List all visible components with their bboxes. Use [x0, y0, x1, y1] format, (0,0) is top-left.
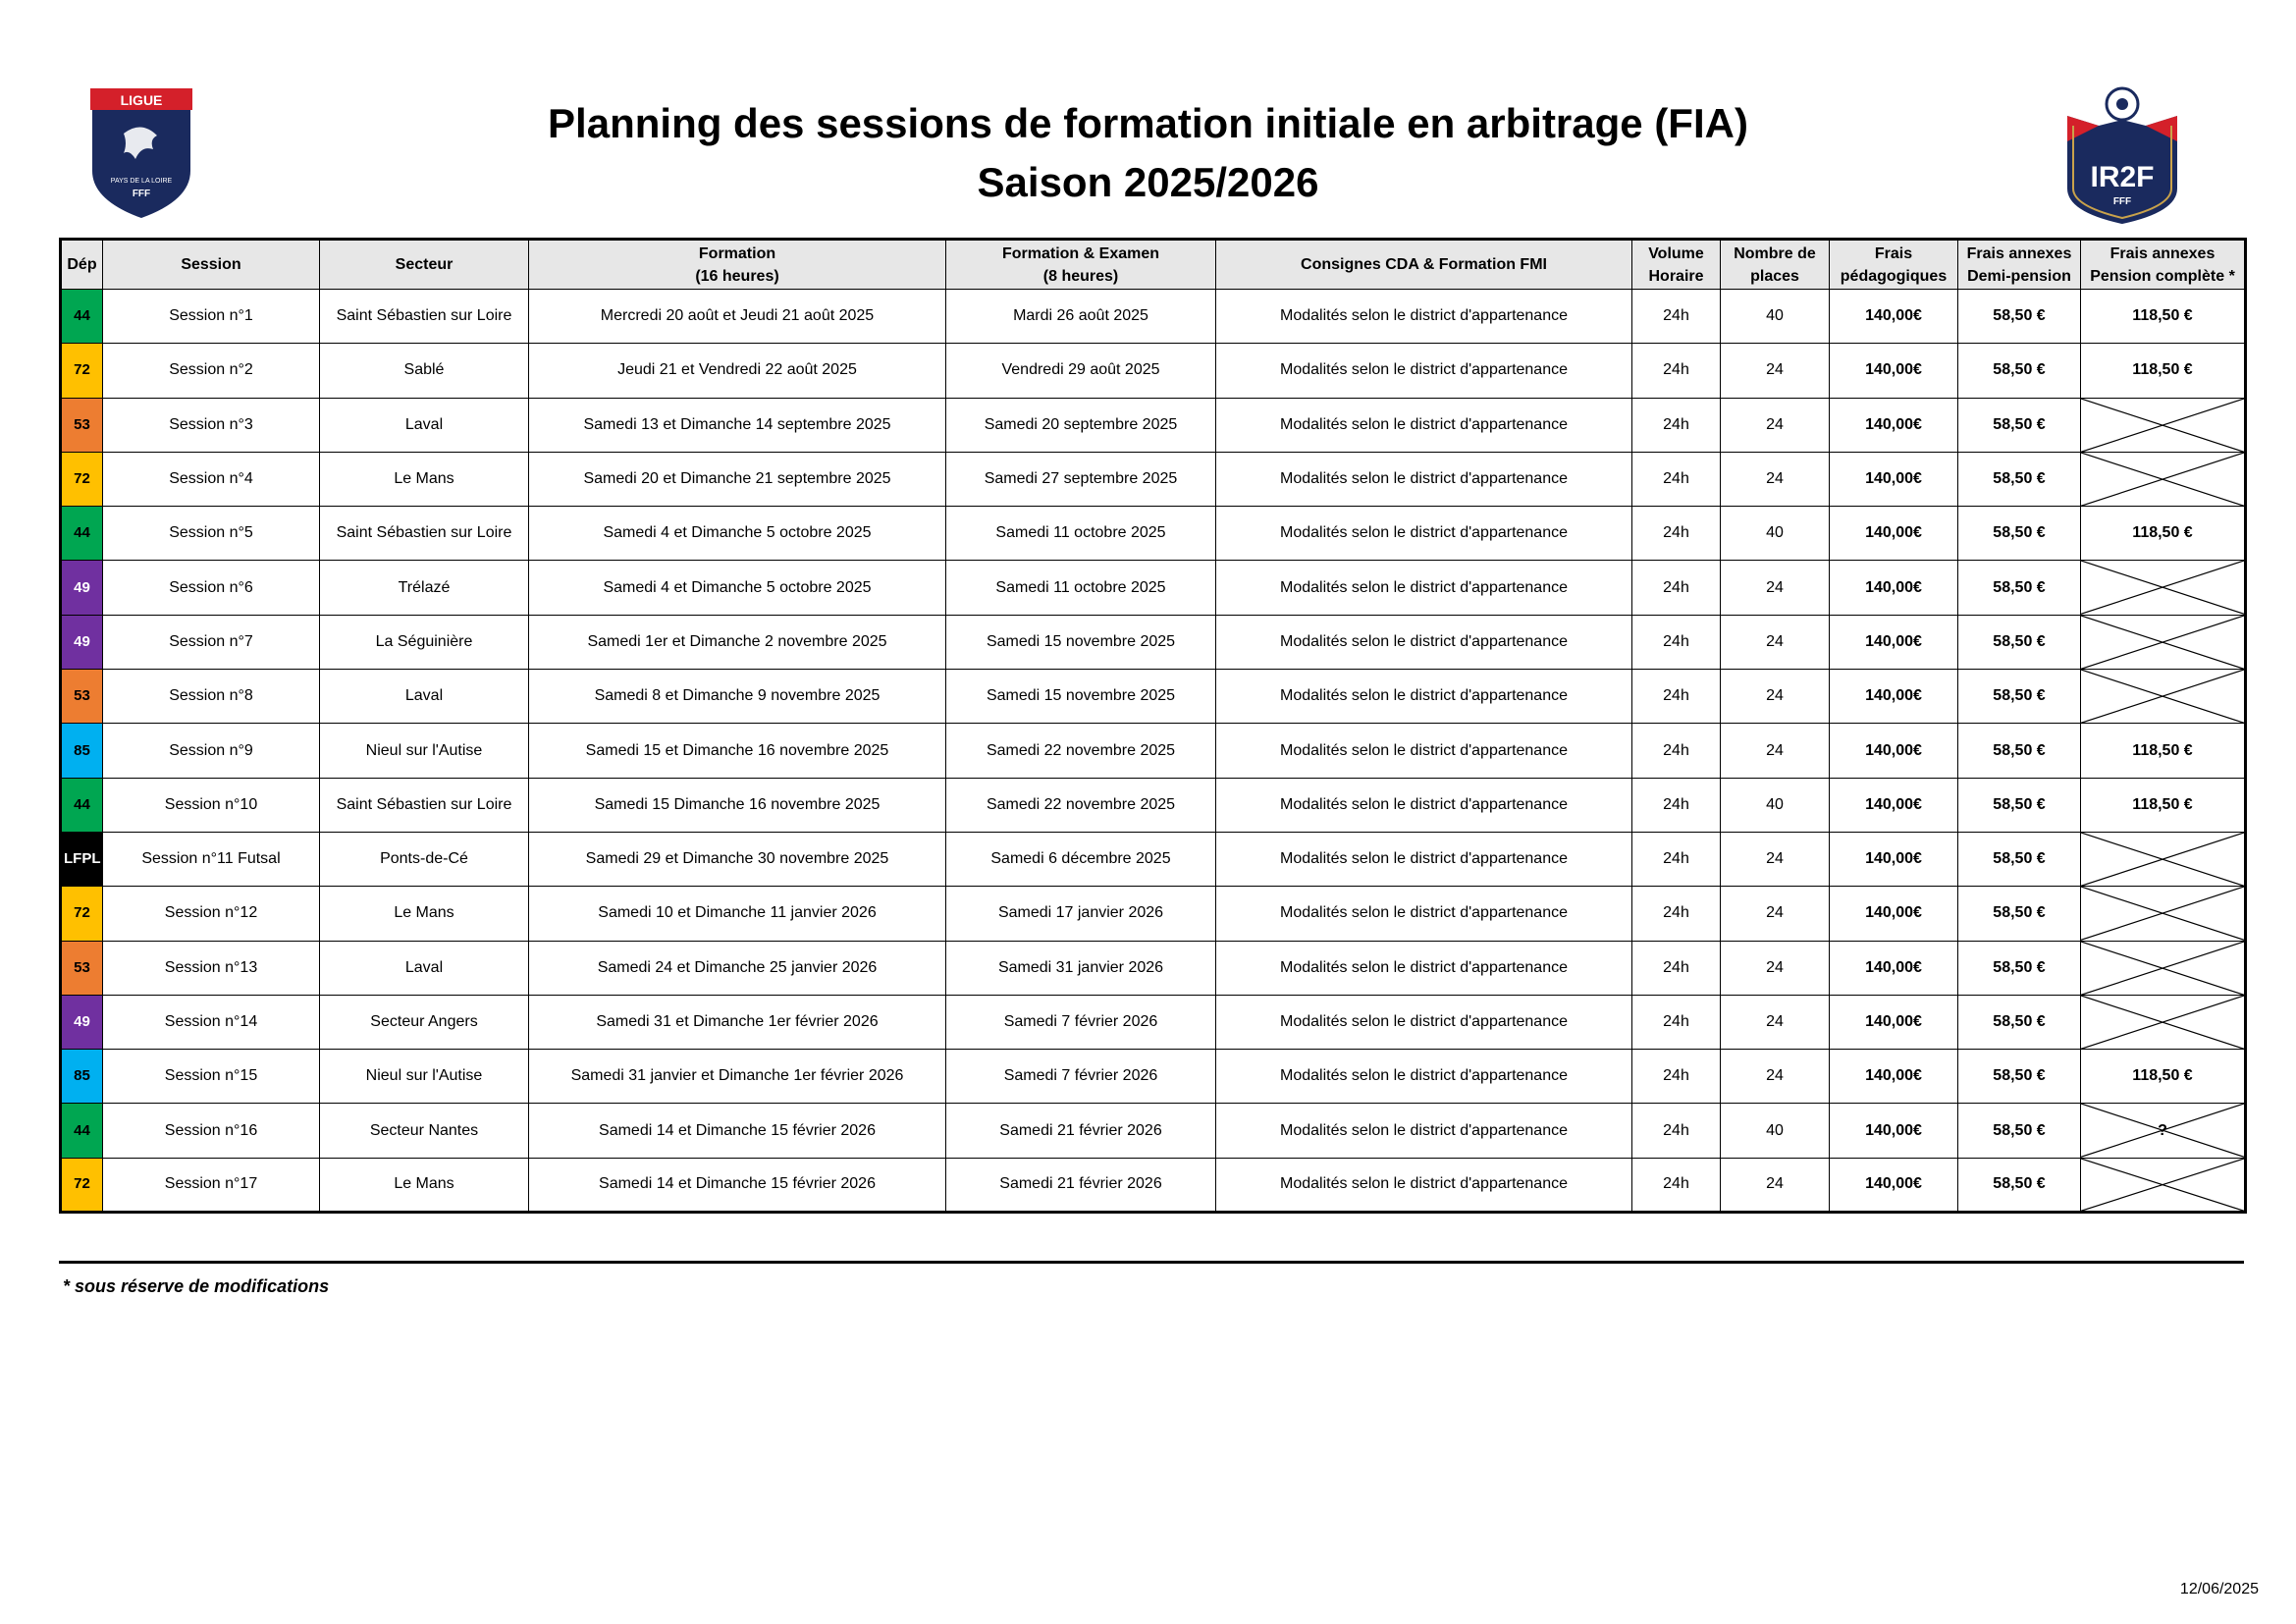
- cell-volume: 24h: [1632, 561, 1721, 615]
- cell-dep: 44: [61, 507, 103, 561]
- cell-session: Session n°5: [103, 507, 320, 561]
- ir2f-logo: [2059, 82, 2185, 226]
- cell-frais-pedagogiques: 140,00€: [1830, 670, 1958, 724]
- cell-formation: Jeudi 21 et Vendredi 22 août 2025: [529, 344, 946, 398]
- cell-formation: Samedi 4 et Dimanche 5 octobre 2025: [529, 561, 946, 615]
- cell-session: Session n°7: [103, 615, 320, 669]
- cell-frais-pedagogiques: 140,00€: [1830, 561, 1958, 615]
- cell-formation: Samedi 20 et Dimanche 21 septembre 2025: [529, 452, 946, 506]
- cell-demi-pension: 58,50 €: [1958, 778, 2081, 832]
- table-header-row: [61, 240, 2246, 290]
- cell-secteur: Le Mans: [320, 887, 529, 941]
- ligue-logo-text: PAYS DE LA LOIRE: [110, 178, 173, 185]
- cell-volume: 24h: [1632, 995, 1721, 1049]
- cell-frais-pedagogiques: 140,00€: [1830, 1104, 1958, 1158]
- cell-formation: Samedi 10 et Dimanche 11 janvier 2026: [529, 887, 946, 941]
- cell-demi-pension: 58,50 €: [1958, 452, 2081, 506]
- cell-demi-pension: 58,50 €: [1958, 507, 2081, 561]
- cell-demi-pension: 58,50 €: [1958, 670, 2081, 724]
- cell-places: 24: [1721, 344, 1830, 398]
- cell-consignes: Modalités selon le district d'appartenance: [1216, 887, 1632, 941]
- cell-formation: Samedi 31 et Dimanche 1er février 2026: [529, 995, 946, 1049]
- cell-secteur: Saint Sébastien sur Loire: [320, 507, 529, 561]
- cell-formation: Samedi 15 Dimanche 16 novembre 2025: [529, 778, 946, 832]
- table-row: [61, 398, 2246, 452]
- cell-secteur: La Séguinière: [320, 615, 529, 669]
- cell-dep: 44: [61, 778, 103, 832]
- table-row: [61, 995, 2246, 1049]
- cell-demi-pension: 58,50 €: [1958, 1050, 2081, 1104]
- cell-volume: 24h: [1632, 1050, 1721, 1104]
- cell-volume: 24h: [1632, 1158, 1721, 1212]
- table-row: [61, 561, 2246, 615]
- cell-session: Session n°12: [103, 887, 320, 941]
- cell-volume: 24h: [1632, 724, 1721, 778]
- header-examen: Formation & Examen (8 heures): [946, 240, 1216, 290]
- cell-consignes: Modalités selon le district d'appartenance: [1216, 561, 1632, 615]
- cell-formation: Samedi 8 et Dimanche 9 novembre 2025: [529, 670, 946, 724]
- cell-session: Session n°3: [103, 398, 320, 452]
- cell-consignes: Modalités selon le district d'appartenance: [1216, 941, 1632, 995]
- table-row: [61, 1050, 2246, 1104]
- cell-places: 40: [1721, 290, 1830, 344]
- header-dep: Dép: [61, 240, 103, 290]
- cell-examen: Samedi 21 février 2026: [946, 1104, 1216, 1158]
- cell-session: Session n°13: [103, 941, 320, 995]
- cell-examen: Samedi 22 novembre 2025: [946, 724, 1216, 778]
- table-row: [61, 344, 2246, 398]
- cell-volume: 24h: [1632, 344, 1721, 398]
- cell-secteur: Sablé: [320, 344, 529, 398]
- cell-session: Session n°8: [103, 670, 320, 724]
- cell-pension-complete: 118,50 €: [2081, 724, 2246, 778]
- table-row: [61, 941, 2246, 995]
- cell-pension-complete: [2081, 670, 2246, 724]
- ligue-logo-banner: LIGUE: [120, 92, 163, 108]
- cell-demi-pension: 58,50 €: [1958, 290, 2081, 344]
- header-formation: Formation (16 heures): [529, 240, 946, 290]
- cell-dep: 53: [61, 670, 103, 724]
- cell-session: Session n°1: [103, 290, 320, 344]
- cell-pension-complete: 118,50 €: [2081, 344, 2246, 398]
- cell-consignes: Modalités selon le district d'appartenance: [1216, 995, 1632, 1049]
- cell-session: Session n°2: [103, 344, 320, 398]
- cell-demi-pension: 58,50 €: [1958, 1158, 2081, 1212]
- sessions-table: [59, 238, 2247, 1214]
- cell-examen: Samedi 27 septembre 2025: [946, 452, 1216, 506]
- ir2f-logo-sub: FFF: [2112, 196, 2132, 207]
- cell-consignes: Modalités selon le district d'appartenance: [1216, 452, 1632, 506]
- cell-consignes: Modalités selon le district d'appartenance: [1216, 398, 1632, 452]
- cell-places: 24: [1721, 1158, 1830, 1212]
- table-row: [61, 778, 2246, 832]
- page-title: Planning des sessions de formation initiale en arbitrage (FIA): [548, 100, 1748, 146]
- cell-pension-complete: 118,50 €: [2081, 1050, 2246, 1104]
- page-subtitle: Saison 2025/2026: [977, 159, 1319, 205]
- cell-formation: Samedi 29 et Dimanche 30 novembre 2025: [529, 832, 946, 886]
- cell-dep: 85: [61, 1050, 103, 1104]
- cell-pension-complete: [2081, 1104, 2246, 1158]
- cell-frais-pedagogiques: 140,00€: [1830, 452, 1958, 506]
- cell-examen: Samedi 15 novembre 2025: [946, 670, 1216, 724]
- cell-volume: 24h: [1632, 507, 1721, 561]
- cell-secteur: Ponts-de-Cé: [320, 832, 529, 886]
- cell-frais-pedagogiques: 140,00€: [1830, 344, 1958, 398]
- cell-places: 40: [1721, 1104, 1830, 1158]
- cell-frais-pedagogiques: 140,00€: [1830, 724, 1958, 778]
- cell-places: 24: [1721, 561, 1830, 615]
- cell-session: Session n°15: [103, 1050, 320, 1104]
- cell-demi-pension: 58,50 €: [1958, 941, 2081, 995]
- cell-secteur: Saint Sébastien sur Loire: [320, 290, 529, 344]
- cell-places: 24: [1721, 452, 1830, 506]
- cell-volume: 24h: [1632, 452, 1721, 506]
- cell-places: 24: [1721, 615, 1830, 669]
- cell-pension-complete: [2081, 1158, 2246, 1212]
- table-row: [61, 887, 2246, 941]
- cell-frais-pedagogiques: 140,00€: [1830, 778, 1958, 832]
- cell-volume: 24h: [1632, 832, 1721, 886]
- cell-dep: 49: [61, 995, 103, 1049]
- cell-examen: Samedi 15 novembre 2025: [946, 615, 1216, 669]
- cell-volume: 24h: [1632, 290, 1721, 344]
- cell-pension-complete: [2081, 561, 2246, 615]
- cell-formation: Samedi 24 et Dimanche 25 janvier 2026: [529, 941, 946, 995]
- cell-volume: 24h: [1632, 1104, 1721, 1158]
- cell-formation: Samedi 14 et Dimanche 15 février 2026: [529, 1158, 946, 1212]
- cell-session: Session n°6: [103, 561, 320, 615]
- cell-dep: 72: [61, 887, 103, 941]
- cell-formation: Samedi 1er et Dimanche 2 novembre 2025: [529, 615, 946, 669]
- cell-demi-pension: 58,50 €: [1958, 561, 2081, 615]
- cell-demi-pension: 58,50 €: [1958, 887, 2081, 941]
- cell-session: Session n°4: [103, 452, 320, 506]
- cell-frais-pedagogiques: 140,00€: [1830, 941, 1958, 995]
- cell-demi-pension: 58,50 €: [1958, 1104, 2081, 1158]
- cell-dep: 72: [61, 1158, 103, 1212]
- cell-examen: Samedi 11 octobre 2025: [946, 561, 1216, 615]
- cell-volume: 24h: [1632, 398, 1721, 452]
- header-consignes: Consignes CDA & Formation FMI: [1216, 240, 1632, 290]
- cell-places: 40: [1721, 507, 1830, 561]
- footnote: * sous réserve de modifications: [63, 1276, 330, 1296]
- cell-frais-pedagogiques: 140,00€: [1830, 832, 1958, 886]
- cell-frais-pedagogiques: 140,00€: [1830, 1050, 1958, 1104]
- header-pension-complete: Frais annexes Pension complète *: [2081, 240, 2246, 290]
- cell-volume: 24h: [1632, 887, 1721, 941]
- cell-pension-complete: [2081, 615, 2246, 669]
- cell-examen: Samedi 17 janvier 2026: [946, 887, 1216, 941]
- table-row: [61, 1158, 2246, 1212]
- cell-dep: 85: [61, 724, 103, 778]
- cell-places: 24: [1721, 398, 1830, 452]
- cell-frais-pedagogiques: 140,00€: [1830, 887, 1958, 941]
- cell-dep: 53: [61, 941, 103, 995]
- table-row: [61, 724, 2246, 778]
- cell-pension-complete: 118,50 €: [2081, 290, 2246, 344]
- cell-secteur: Laval: [320, 398, 529, 452]
- cell-volume: 24h: [1632, 670, 1721, 724]
- cell-examen: Samedi 22 novembre 2025: [946, 778, 1216, 832]
- cell-dep: 49: [61, 561, 103, 615]
- table-row: [61, 290, 2246, 344]
- table-row: [61, 670, 2246, 724]
- ligue-logo-sub: FFF: [132, 189, 151, 199]
- cell-pension-complete: [2081, 995, 2246, 1049]
- cell-consignes: Modalités selon le district d'appartenance: [1216, 344, 1632, 398]
- cell-examen: Samedi 11 octobre 2025: [946, 507, 1216, 561]
- cell-secteur: Secteur Angers: [320, 995, 529, 1049]
- cell-pension-value: ?: [2158, 1121, 2167, 1139]
- header-frais: Frais pédagogiques: [1830, 240, 1958, 290]
- cell-session: Session n°10: [103, 778, 320, 832]
- cell-formation: Samedi 15 et Dimanche 16 novembre 2025: [529, 724, 946, 778]
- cell-consignes: Modalités selon le district d'appartenance: [1216, 778, 1632, 832]
- cell-volume: 24h: [1632, 941, 1721, 995]
- cell-secteur: Le Mans: [320, 1158, 529, 1212]
- header-places: Nombre de places: [1721, 240, 1830, 290]
- cell-frais-pedagogiques: 140,00€: [1830, 615, 1958, 669]
- cell-pension-complete: [2081, 887, 2246, 941]
- cell-places: 24: [1721, 832, 1830, 886]
- bottom-rule: [59, 1261, 2244, 1264]
- table-row: [61, 452, 2246, 506]
- cell-demi-pension: 58,50 €: [1958, 995, 2081, 1049]
- cell-places: 24: [1721, 941, 1830, 995]
- cell-consignes: Modalités selon le district d'appartenance: [1216, 832, 1632, 886]
- cell-places: 24: [1721, 995, 1830, 1049]
- cell-demi-pension: 58,50 €: [1958, 344, 2081, 398]
- cell-session: Session n°11 Futsal: [103, 832, 320, 886]
- cell-secteur: Trélazé: [320, 561, 529, 615]
- cell-frais-pedagogiques: 140,00€: [1830, 507, 1958, 561]
- header-secteur: Secteur: [320, 240, 529, 290]
- cell-formation: Mercredi 20 août et Jeudi 21 août 2025: [529, 290, 946, 344]
- cell-frais-pedagogiques: 140,00€: [1830, 290, 1958, 344]
- cell-examen: Samedi 7 février 2026: [946, 1050, 1216, 1104]
- cell-places: 24: [1721, 724, 1830, 778]
- cell-examen: Samedi 7 février 2026: [946, 995, 1216, 1049]
- cell-consignes: Modalités selon le district d'appartenance: [1216, 1158, 1632, 1212]
- cell-dep: 72: [61, 452, 103, 506]
- cell-volume: 24h: [1632, 778, 1721, 832]
- cell-examen: Samedi 21 février 2026: [946, 1158, 1216, 1212]
- cell-frais-pedagogiques: 140,00€: [1830, 398, 1958, 452]
- cell-secteur: Laval: [320, 670, 529, 724]
- cell-examen: Mardi 26 août 2025: [946, 290, 1216, 344]
- cell-session: Session n°9: [103, 724, 320, 778]
- cell-examen: Vendredi 29 août 2025: [946, 344, 1216, 398]
- cell-dep: 72: [61, 344, 103, 398]
- cell-pension-complete: 118,50 €: [2081, 778, 2246, 832]
- cell-consignes: Modalités selon le district d'appartenance: [1216, 670, 1632, 724]
- header-session: Session: [103, 240, 320, 290]
- cell-places: 40: [1721, 778, 1830, 832]
- cell-dep: 44: [61, 1104, 103, 1158]
- cell-examen: Samedi 31 janvier 2026: [946, 941, 1216, 995]
- table-row: [61, 615, 2246, 669]
- cell-consignes: Modalités selon le district d'appartenance: [1216, 615, 1632, 669]
- cell-pension-complete: [2081, 941, 2246, 995]
- cell-consignes: Modalités selon le district d'appartenance: [1216, 290, 1632, 344]
- cell-examen: Samedi 6 décembre 2025: [946, 832, 1216, 886]
- cell-dep: 44: [61, 290, 103, 344]
- cell-session: Session n°16: [103, 1104, 320, 1158]
- cell-consignes: Modalités selon le district d'appartenance: [1216, 1104, 1632, 1158]
- cell-demi-pension: 58,50 €: [1958, 615, 2081, 669]
- cell-secteur: Laval: [320, 941, 529, 995]
- cell-pension-complete: 118,50 €: [2081, 507, 2246, 561]
- cell-places: 24: [1721, 887, 1830, 941]
- cell-dep: LFPL: [61, 832, 103, 886]
- cell-consignes: Modalités selon le district d'appartenance: [1216, 507, 1632, 561]
- cell-secteur: Saint Sébastien sur Loire: [320, 778, 529, 832]
- cell-demi-pension: 58,50 €: [1958, 832, 2081, 886]
- cell-demi-pension: 58,50 €: [1958, 398, 2081, 452]
- cell-dep: 53: [61, 398, 103, 452]
- cell-demi-pension: 58,50 €: [1958, 724, 2081, 778]
- cell-volume: 24h: [1632, 615, 1721, 669]
- cell-dep: 49: [61, 615, 103, 669]
- table-row: [61, 507, 2246, 561]
- cell-secteur: Le Mans: [320, 452, 529, 506]
- ir2f-logo-text: IR2F: [2090, 161, 2155, 193]
- cell-formation: Samedi 4 et Dimanche 5 octobre 2025: [529, 507, 946, 561]
- cell-formation: Samedi 31 janvier et Dimanche 1er février 2026: [529, 1050, 946, 1104]
- cell-pension-complete: [2081, 398, 2246, 452]
- cell-formation: Samedi 14 et Dimanche 15 février 2026: [529, 1104, 946, 1158]
- header-demi-pension: Frais annexes Demi-pension: [1958, 240, 2081, 290]
- cell-consignes: Modalités selon le district d'appartenance: [1216, 724, 1632, 778]
- cell-places: 24: [1721, 1050, 1830, 1104]
- cell-secteur: Nieul sur l'Autise: [320, 724, 529, 778]
- cell-frais-pedagogiques: 140,00€: [1830, 995, 1958, 1049]
- cell-consignes: Modalités selon le district d'appartenance: [1216, 1050, 1632, 1104]
- cell-pension-complete: [2081, 452, 2246, 506]
- table-row: [61, 832, 2246, 886]
- cell-session: Session n°17: [103, 1158, 320, 1212]
- cell-places: 24: [1721, 670, 1830, 724]
- cell-pension-complete: [2081, 832, 2246, 886]
- cell-secteur: Nieul sur l'Autise: [320, 1050, 529, 1104]
- cell-frais-pedagogiques: 140,00€: [1830, 1158, 1958, 1212]
- header-volume: Volume Horaire: [1632, 240, 1721, 290]
- cell-formation: Samedi 13 et Dimanche 14 septembre 2025: [529, 398, 946, 452]
- document-date: 12/06/2025: [2179, 1581, 2259, 1597]
- cell-examen: Samedi 20 septembre 2025: [946, 398, 1216, 452]
- cell-secteur: Secteur Nantes: [320, 1104, 529, 1158]
- cell-session: Session n°14: [103, 995, 320, 1049]
- table-row: [61, 1104, 2246, 1158]
